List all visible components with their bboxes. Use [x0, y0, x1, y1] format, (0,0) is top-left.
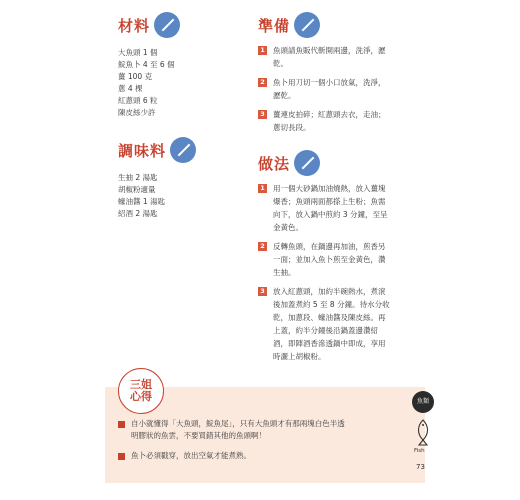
step-text: 薑連皮拍碎；紅蔥頭去衣，走油；蔥切長段。 — [273, 110, 386, 132]
step-text: 反轉魚頭，在鍋邊再加油，煎香另一面；並加入魚卜煎至金黃色，灒生抽。 — [273, 242, 386, 277]
seasoning-item: 生抽 2 湯匙 — [118, 173, 158, 182]
tip-text: 魚卜必須戳穿，放出空氣才能煮熟。 — [131, 451, 251, 460]
bullet-square-icon — [118, 421, 125, 428]
ingredients-list — [118, 47, 175, 119]
method-title: 做法 — [258, 154, 291, 173]
tip-item — [118, 418, 349, 442]
knife-icon — [294, 12, 320, 38]
tip-text: 自小就懂得「大魚頭，鯇魚尾」，只有大魚頭才有那兩塊白色半透明膠狀的魚雲，不要買錯其他的魚頭啊！ — [131, 419, 345, 440]
ingredient-item: 紅蔥頭 6 粒 — [118, 96, 158, 105]
tips-badge — [118, 368, 164, 414]
step-number: 3 — [258, 287, 267, 296]
preparation-step — [258, 108, 391, 134]
preparation-heading — [258, 12, 320, 38]
step-number: 2 — [258, 78, 267, 87]
method-step — [258, 182, 391, 234]
method-step — [258, 240, 391, 279]
step-text: 用一個大砂鍋加油燒熱，放入薑塊爆香；魚頭兩面都搽上生粉；魚需向下，放入鍋中煎約 3 分鐘，至呈金黃色。 — [273, 184, 388, 232]
ingredient-item: 大魚頭 1 個 — [118, 48, 158, 57]
bullet-square-icon — [118, 453, 125, 460]
spoon-icon — [154, 12, 180, 38]
step-text: 魚卜用刀切一個小口放氣，洗淨，瀝乾。 — [273, 78, 386, 100]
method-steps — [258, 182, 391, 369]
seasoning-list — [118, 172, 165, 220]
tips-list — [118, 418, 349, 470]
method-heading — [258, 150, 320, 176]
step-number: 3 — [258, 110, 267, 119]
preparation-step — [258, 76, 391, 102]
seasoning-heading — [118, 137, 196, 163]
step-text: 魚頭請魚販代斬開兩邊，洗淨，瀝乾。 — [273, 46, 386, 68]
tips-badge-label: 三姐心得 — [130, 378, 152, 403]
ingredients-title: 材料 — [118, 16, 151, 35]
tip-item — [118, 450, 349, 462]
seasoning-title: 調味料 — [118, 141, 167, 160]
step-text: 放入紅蔥頭，加約半碗熱水，煮滾後加蓋煮約 5 至 8 分鐘。待水分收乾，加蔥段、蠔油醬及陳皮絲。再上蓋，約半分鐘後沿鍋蓋邊灒紹酒，即陣酒香滲透鍋中即成，享用時灑上胡椒粉。 — [273, 287, 390, 361]
ingredient-item: 薑 100 克 — [118, 72, 153, 81]
category-label: Fish — [414, 448, 425, 454]
seasoning-item: 胡椒粉適量 — [118, 185, 156, 194]
ingredients-heading — [118, 12, 180, 38]
seasoning-item: 蠔油醬 1 湯匙 — [118, 197, 166, 206]
step-number: 1 — [258, 46, 267, 55]
step-number: 2 — [258, 242, 267, 251]
ingredient-item: 蔥 4 棵 — [118, 84, 143, 93]
spoon-icon — [170, 137, 196, 163]
preparation-title: 準備 — [258, 16, 291, 35]
step-number: 1 — [258, 184, 267, 193]
preparation-step — [258, 44, 391, 70]
category-badge: 魚類 — [412, 391, 434, 413]
method-step — [258, 285, 391, 363]
seasoning-item: 紹酒 2 湯匙 — [118, 209, 158, 218]
fish-icon — [413, 418, 433, 446]
ingredient-item: 鯇魚卜 4 至 6 個 — [118, 60, 175, 69]
preparation-steps — [258, 44, 391, 140]
ingredient-item: 陳皮絲少許 — [118, 108, 156, 117]
pot-icon — [294, 150, 320, 176]
page-number: 73 — [416, 463, 425, 471]
